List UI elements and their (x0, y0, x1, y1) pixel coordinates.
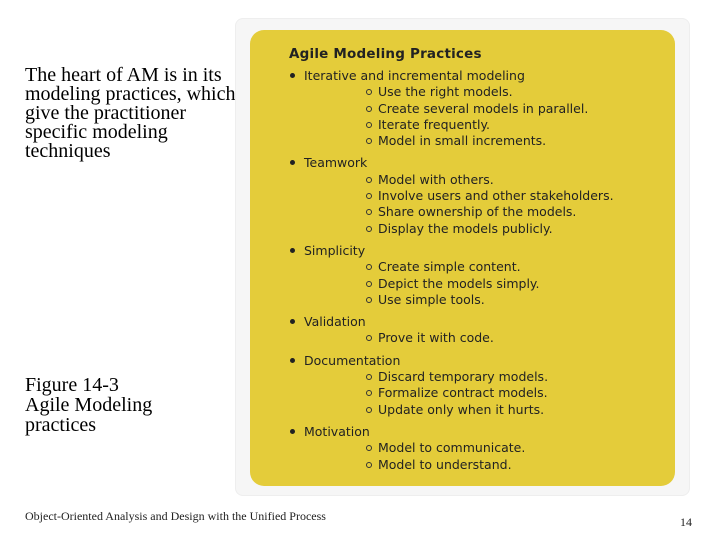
practice-group (290, 155, 670, 236)
hollow-bullet-icon (366, 89, 372, 95)
caption-line-figure-number: Figure 14-3 (25, 374, 119, 396)
bullet-icon (290, 73, 295, 78)
practice-group (290, 424, 670, 473)
practice-list (304, 440, 670, 473)
practice-item-text: Model to communicate. (378, 440, 526, 456)
hollow-bullet-icon (366, 193, 372, 199)
practice-item-text: Iterate frequently. (378, 116, 491, 132)
hollow-bullet-icon (366, 374, 372, 380)
caption-line-title-2: practices (25, 414, 97, 436)
practice-item-text: Share ownership of the models. (378, 204, 577, 220)
hollow-bullet-icon (366, 281, 372, 287)
hollow-bullet-icon (366, 138, 372, 144)
practice-item-text: Involve users and other stakeholders. (378, 188, 614, 204)
practice-item (366, 188, 670, 204)
practice-item-text: Use simple tools. (378, 291, 485, 307)
hollow-bullet-icon (366, 462, 372, 468)
practice-item (366, 402, 670, 418)
bullet-icon (290, 429, 295, 434)
practice-item (366, 369, 670, 385)
practice-item-text: Create several models in parallel. (378, 100, 589, 116)
practice-item-text: Discard temporary models. (378, 369, 549, 385)
practice-groups (290, 68, 670, 479)
intro-text: The heart of AM is in its modeling practices, which give the practitioner specific modeling techniques (25, 64, 236, 162)
practice-group-label: Documentation (304, 352, 401, 368)
figure-caption (25, 375, 225, 435)
practice-item (366, 385, 670, 401)
practice-group-label: Validation (304, 314, 366, 330)
practice-item (366, 457, 670, 473)
hollow-bullet-icon (366, 407, 372, 413)
practice-list (304, 172, 670, 237)
practice-group-label: Simplicity (304, 242, 366, 258)
practice-list (304, 84, 670, 149)
practice-item (366, 133, 670, 149)
practice-group-label: Teamwork (304, 155, 368, 171)
practice-item (366, 204, 670, 220)
practice-item-text: Update only when it hurts. (378, 401, 545, 417)
practice-item-text: Depict the models simply. (378, 275, 540, 291)
practice-item-text: Formalize contract models. (378, 385, 548, 401)
practice-item (366, 172, 670, 188)
practice-item (366, 440, 670, 456)
practice-list (304, 369, 670, 418)
practice-item (366, 101, 670, 117)
practice-item (366, 259, 670, 275)
practice-item (366, 330, 670, 346)
practice-list (304, 259, 670, 308)
hollow-bullet-icon (366, 335, 372, 341)
practice-group (290, 353, 670, 418)
hollow-bullet-icon (366, 177, 372, 183)
practice-item-text: Model to understand. (378, 456, 512, 472)
practice-item (366, 276, 670, 292)
practice-item (366, 292, 670, 308)
practice-item-text: Model with others. (378, 171, 494, 187)
hollow-bullet-icon (366, 264, 372, 270)
hollow-bullet-icon (366, 209, 372, 215)
practice-group-label: Iterative and incremental modeling (304, 68, 525, 83)
hollow-bullet-icon (366, 122, 372, 128)
hollow-bullet-icon (366, 297, 372, 303)
bullet-icon (290, 248, 295, 253)
panel-title: Agile Modeling Practices (289, 46, 482, 62)
practice-item (366, 84, 670, 100)
practice-item-text: Model in small increments. (378, 133, 547, 149)
practice-group (290, 243, 670, 308)
hollow-bullet-icon (366, 445, 372, 451)
caption-line-title-1: Agile Modeling (25, 394, 153, 416)
practice-item-text: Prove it with code. (378, 330, 494, 346)
hollow-bullet-icon (366, 390, 372, 396)
page-number: 14 (680, 515, 692, 529)
practice-item-text: Create simple content. (378, 259, 521, 275)
practice-group-label: Motivation (304, 423, 370, 439)
practice-item-text: Use the right models. (378, 84, 513, 100)
bullet-icon (290, 319, 295, 324)
practice-group (290, 68, 670, 149)
hollow-bullet-icon (366, 226, 372, 232)
bullet-icon (290, 358, 295, 363)
practices-panel (250, 30, 675, 486)
practice-item (366, 221, 670, 237)
footer-text: Object-Oriented Analysis and Design with the Unified Process (25, 509, 326, 523)
bullet-icon (290, 160, 295, 165)
hollow-bullet-icon (366, 106, 372, 112)
practice-item (366, 117, 670, 133)
practice-list (304, 330, 670, 346)
practice-group (290, 314, 670, 347)
practice-item-text: Display the models publicly. (378, 220, 553, 236)
